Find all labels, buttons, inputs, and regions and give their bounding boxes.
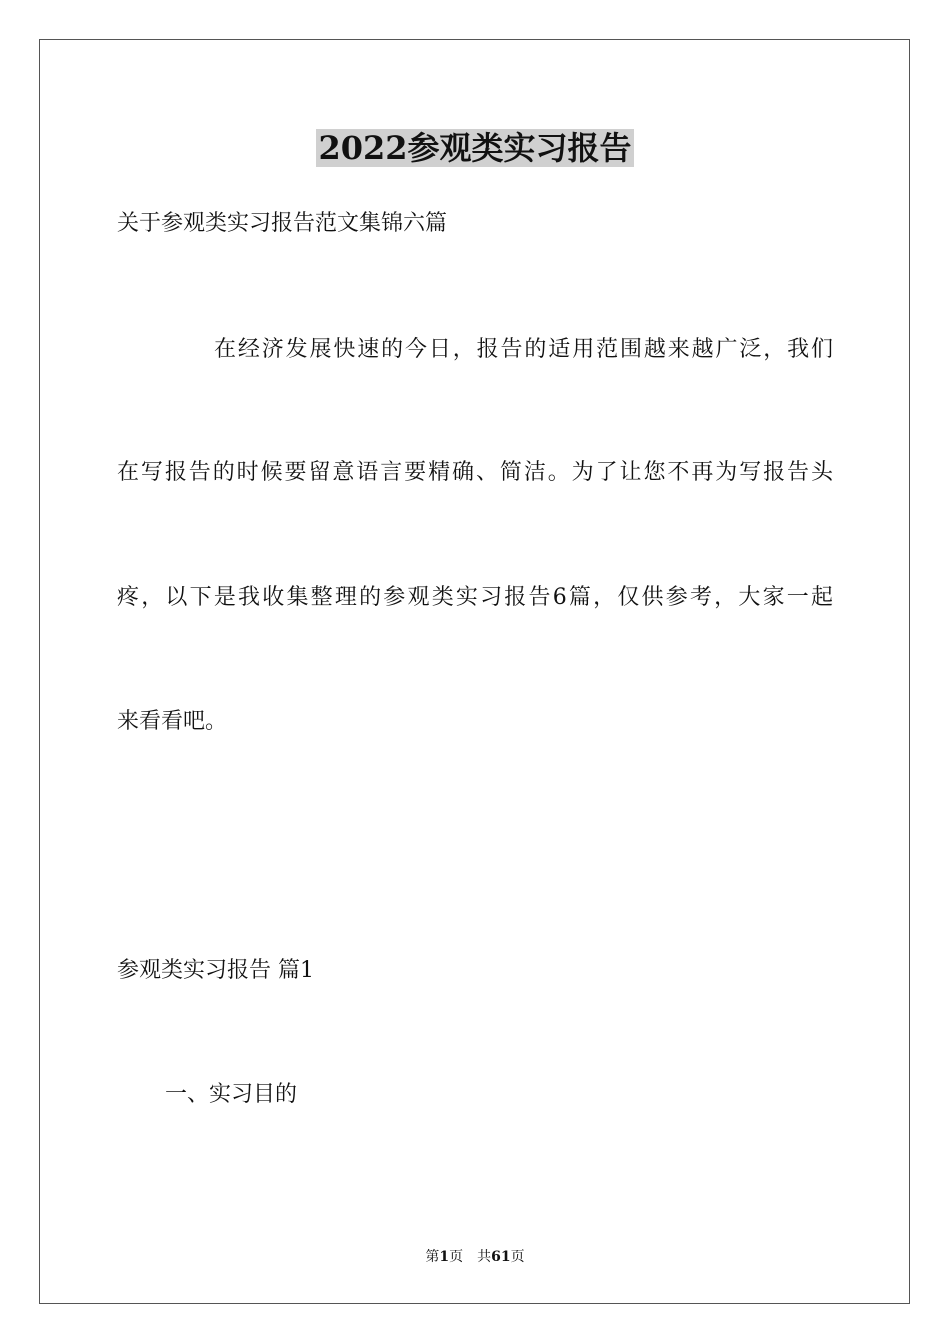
- document-subtitle: 关于参观类实习报告范文集锦六篇: [117, 211, 448, 236]
- footer-page-prefix: 第: [425, 1249, 440, 1265]
- intro-paragraph-line-2: 在写报告的时候要留意语言要精确、简洁。为了让您不再为写报告头: [117, 460, 833, 485]
- footer-page-suffix: 页: [449, 1249, 464, 1265]
- page-footer: [0, 1247, 950, 1267]
- footer-total-prefix: 共: [477, 1249, 492, 1265]
- intro-paragraph-line-3: 疼，以下是我收集整理的参观类实习报告6篇，仅供参考，大家一起: [117, 585, 833, 610]
- footer-total-pages: 61: [491, 1249, 511, 1265]
- footer-page-number: 1: [439, 1249, 450, 1265]
- footer-total-suffix: 页: [510, 1249, 525, 1265]
- document-title-text: 2022参观类实习报告: [318, 129, 632, 167]
- subsection-heading: 一、实习目的: [165, 1082, 298, 1107]
- document-title: [0, 126, 950, 170]
- section-heading: 参观类实习报告 篇1: [117, 958, 314, 983]
- intro-paragraph-line-4: 来看看吧。: [117, 709, 228, 734]
- intro-paragraph-line-1: 在经济发展快速的今日，报告的适用范围越来越广泛，我们: [214, 337, 833, 362]
